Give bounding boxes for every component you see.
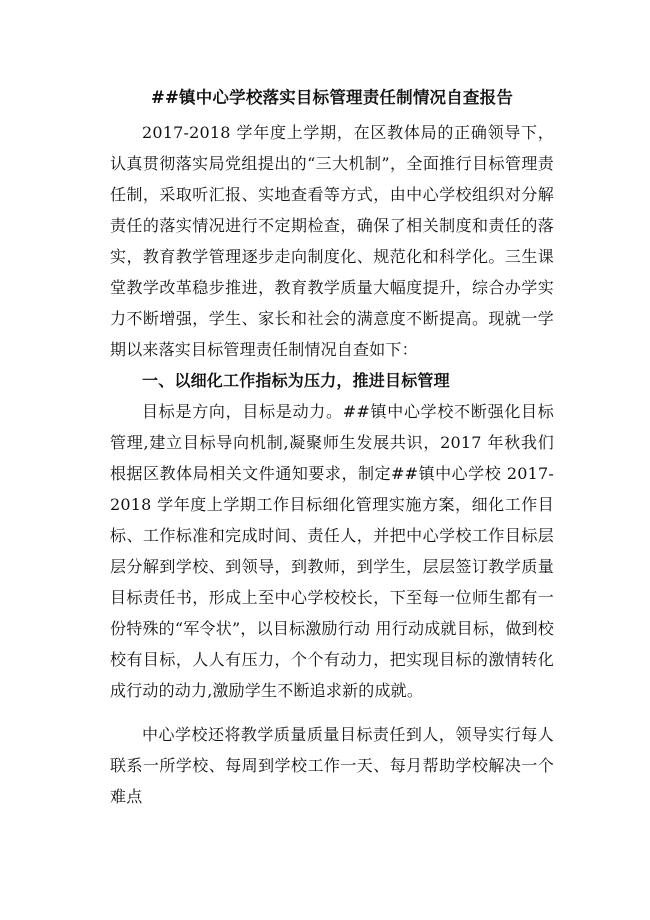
document-page — [110, 84, 554, 812]
section-1-paragraph-1: 目标是方向，目标是动力。##镇中心学校不断强化目标管理,建立目标导向机制,凝聚师生发展共识，2017 年秋我们根据区教体局相关文件通知要求，制定##镇中心学校 2017-2018 学年度上学期工作目标细化管理实施方案，细化工作目标、工作标准和完成时间、责任人，并把中心学校工作目标层层分解到学校、到领导，到教师，到学生，层层签订教学质量目标责任书，形成上至中心学校校长，下至每一位师生都有一份特殊的“军令状”，以目标激励行动 用行动成就目标，做到校校有目标，人人有压力，个个有动力，把实现目标的激情转化成行动的动力,激励学生不断追求新的成就。 — [110, 402, 554, 700]
document-title: ##镇中心学校落实目标管理责任制情况自查报告 — [150, 88, 514, 107]
section-heading-1: 一、以细化工作指标为压力，推进目标管理 — [142, 371, 450, 390]
intro-paragraph: 2017-2018 学年度上学期，在区教体局的正确领导下，认真贯彻落实局党组提出的“三大机制”，全面推行目标管理责任制，采取听汇报、实地查看等方式，由中心学校组织对分解责任的落实情况进行不定期检查，确保了相关制度和责任的落实，教育教学管理逐步走向制度化、规范化和科学化。三生课堂教学改革稳步推进，教育教学质量大幅度提升，综合办学实力不断增强，学生、家长和社会的满意度不断提高。现就一学期以来落实目标管理责任制情况自查如下： — [110, 123, 554, 359]
section-1-paragraph-2: 中心学校还将教学质量质量目标责任到人，领导实行每人联系一所学校、每周到学校工作一天、每月帮助学校解决一个难点 — [110, 725, 554, 806]
